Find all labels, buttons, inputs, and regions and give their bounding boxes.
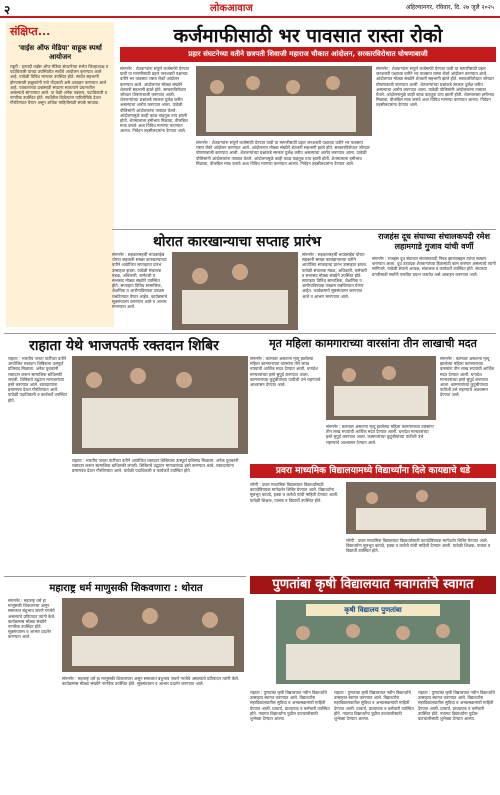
page-number: २ (4, 3, 11, 17)
sidebar-headline: 'वाईस ऑफ मेडिया' वाहूक स्पर्धा आयोजन (18, 44, 102, 61)
divider (4, 333, 496, 334)
edition-date: अहिल्यानगर, रविवार, दि. २७ जुलै २०२५ (405, 4, 494, 11)
article8-body-right: राहाता : पुणतांबा कृषी विद्यालयात नवीन विद्यार्थ्यांचे उत्साहात स्वागत करण्यात आले. विद्यार्थ्यांना महाविद्यालयातील सुविधा व अभ्यासक्रमाची माहिती देण्यात आली. प्राचार्य, प्राध्यापक व कर्मचारी उपस्थित होते. नवागत विद्यार्थ्यांना पुढील वाटचालीसाठी शुभेच्छा देण्यात आल्या. (418, 690, 495, 722)
masthead: लोकआवाज (210, 3, 253, 14)
divider (112, 229, 496, 230)
article5-body: संगमनेर : कामावर असताना मृत्यू झालेल्या महिला कामगाराच्या वारसांना तीन लाख रुपयांची आर्थिक मदत देण्यात आली. धनादेश मान्यवरांच्या हस्ते सुपूर्द करण्यात आला. कामगारांच्या कुटुंबीयांच्या पाठीशी उभे राहण्याचे आश्वासन देण्यात आले. (250, 356, 321, 388)
article8-body-cont: राहाता : पुणतांबा कृषी विद्यालयात नवीन विद्यार्थ्यांचे उत्साहात स्वागत करण्यात आले. विद्यार्थ्यांना महाविद्यालयातील सुविधा व अभ्यासक्रमाची माहिती देण्यात आली. प्राचार्य, प्राध्यापक व कर्मचारी उपस्थित होते. नवागत विद्यार्थ्यांना पुढील वाटचालीसाठी शुभेच्छा देण्यात आल्या. (334, 690, 414, 722)
article3-body: संगमनेर : राजहंस दूध संघाच्या संचालकपदी निवड झाल्याबद्दल त्यांचा सत्कार करण्यात आला. दूध उत्पादक शेतकऱ्यांच्या हितासाठी काम करणार असल्याचे त्यांनी सांगितले. यावेळी संघाचे अध्यक्ष, संचालक व कार्यकर्ते उपस्थित होते. संघाच्या प्रगतीसाठी सर्वांनी एकत्रित प्रयत्न करावेत असे आवाहन करण्यात आले. (372, 256, 496, 277)
article5-body-right: संगमनेर : कामावर असताना मृत्यू झालेल्या महिला कामगाराच्या वारसांना तीन लाख रुपयांची आर्थिक मदत देण्यात आली. धनादेश मान्यवरांच्या हस्ते सुपूर्द करण्यात आला. कामगारांच्या कुटुंबीयांच्या पाठीशी उभे राहण्याचे आश्वासन देण्यात आले. (440, 356, 495, 398)
article6-body-cont: लोणी : प्रवरा माध्यमिक विद्यालयात विद्यार्थ्यांसाठी कायदेविषयक मार्गदर्शन शिबिर घेण्यात आले. विद्यार्थ्यांना मूलभूत कायदे, हक्क व कर्तव्ये यांची माहिती देण्यात आली. यावेळी शिक्षक, पालक व विद्यार्थी उपस्थित होते. (346, 538, 491, 554)
article4-headline: राहाता येथे भाजपतर्फे रक्तदान शिबिर (29, 338, 219, 354)
article7-body: संगमनेर : महाराष्ट्र धर्म हा माणुसकी शिकवणारा असून समाजात बंधुभाव जपणे गरजेचे असल्याचे प्रतिपादन त्यांनी केले. कार्यक्रमास मोठ्या संख्येने नागरिक उपस्थित होते. सूत्रसंचालन व आभार प्रदर्शन करण्यात आले. (8, 598, 56, 640)
article1-body: संगमनेर : शेतकऱ्यांना संपूर्ण कर्जमाफी देण्यात यावी या मागणीसाठी प्रहार जनशक्ती पक्षाच्या वतीने भर पावसात रास्ता रोको आंदोलन करण्यात आले. आंदोलनात मोठ्या संख्येने शेतकरी सहभागी झाले होते. सरकारविरोधात जोरदार घोषणाबाजी करण्यात आली. शेतकऱ्यांच्या प्रश्नांकडे सरकार दुर्लक्ष करीत असल्याचा आरोप करण्यात आला. यावेळी पोलिसांनी आंदोलकांना ताब्यात घेतले. आंदोलनामुळे काही काळ वाहतूक ठप्प झाली होती. शेतमालाला हमीभाव मिळावा, वीजबिल माफ करावे अशा विविध मागण्या करण्यात आल्या. निवेदन तहसीलदारांना देण्यात आले. (120, 66, 190, 134)
blood-donation-photo (72, 356, 248, 454)
sidebar-body: राहुरी : इत्यादी वाईस ऑफ मेडिया संघटनेच्या सभेत जिल्हाध्यक्ष व पदाधिकारी यांच्या उपस्थितीत स्पर्धेचे आयोजन करण्यात आले आहे. यावेळी विविध मान्यवर उपस्थित होते. स्पर्धेत सहभागी होण्यासाठी इच्छुकांनी नावे नोंदवावी असे आवाहन करण्यात आले आहे. पत्रकारांच्या प्रश्नांसाठी संघटना सातत्याने प्रयत्नशील असल्याचे सांगण्यात आले. या वेळी अनेक पत्रकार, पदाधिकारी व नागरिक उपस्थित होते. स्पर्धेतील विजेत्यांना पारितोषिके देऊन गौरविण्यात येणार असून अधिक माहितीसाठी संपर्क साधावा. (10, 64, 109, 106)
sidebar-title: संक्षिप्त... (10, 25, 51, 38)
article7-headline: महाराष्ट्र धर्म माणुसकी शिकवणारा : थोरात (49, 583, 203, 594)
divider (4, 576, 246, 577)
article8-headline: पुणतांबा कृषी विद्यालयात नवागतांचे स्वागत (250, 576, 496, 594)
article7-body-cont: संगमनेर : महाराष्ट्र धर्म हा माणुसकी शिकवणारा असून समाजात बंधुभाव जपणे गरजेचे असल्याचे प्रतिपादन त्यांनी केले. कार्यक्रमास मोठ्या संख्येने नागरिक उपस्थित होते. सूत्रसंचालन व आभार प्रदर्शन करण्यात आले. (62, 676, 240, 687)
article6-headline: प्रवरा माध्यमिक विद्यालयामध्ये विद्यार्थ्यांना दिले कायद्याचे धडे (250, 464, 496, 478)
protest-photo (196, 66, 372, 136)
agri-college-photo (276, 600, 470, 684)
factory-photo (172, 252, 298, 330)
article3-headline: राजहंस दूध संघाच्या संचालकपदी रमेश लहामगाडे गुजाव यांची वर्णी (378, 232, 490, 251)
school-photo (346, 482, 496, 534)
article2-headline: थोरात कारखान्याचा सप्ताह प्रारंभ (152, 234, 322, 250)
article1-headline: कर्जमाफीसाठी भर पावसात रास्ता रोको (173, 25, 443, 47)
aid-photo (326, 356, 436, 420)
sidebar-brief (6, 22, 114, 327)
article4-body: राहाता : भारतीय जनता पार्टीच्या वतीने आयोजित रक्तदान शिबिराला उत्स्फूर्त प्रतिसाद मिळाला. अनेक युवकांनी रक्तदान करून सामाजिक बांधिलकी जपली. शिबिराचे उद्घाटन मान्यवरांच्या हस्ते करण्यात आले. रक्तदात्यांना प्रमाणपत्र देऊन गौरविण्यात आले. यावेळी पदाधिकारी व कार्यकर्ते उपस्थित होते. (8, 356, 67, 403)
article5-headline: मृत महिला कामगाराच्या वारसांना तीन लाखाची मदत (269, 337, 477, 350)
article1-body-right: संगमनेर : शेतकऱ्यांना संपूर्ण कर्जमाफी देण्यात यावी या मागणीसाठी प्रहार जनशक्ती पक्षाच्या वतीने भर पावसात रास्ता रोको आंदोलन करण्यात आले. आंदोलनात मोठ्या संख्येने शेतकरी सहभागी झाले होते. सरकारविरोधात जोरदार घोषणाबाजी करण्यात आली. शेतकऱ्यांच्या प्रश्नांकडे सरकार दुर्लक्ष करीत असल्याचा आरोप करण्यात आला. यावेळी पोलिसांनी आंदोलकांना ताब्यात घेतले. आंदोलनामुळे काही काळ वाहतूक ठप्प झाली होती. शेतमालाला हमीभाव मिळावा, वीजबिल माफ करावे अशा विविध मागण्या करण्यात आल्या. निवेदन तहसीलदारांना देण्यात आले. (376, 66, 495, 108)
article6-body: लोणी : प्रवरा माध्यमिक विद्यालयात विद्यार्थ्यांसाठी कायदेविषयक मार्गदर्शन शिबिर घेण्यात आले. विद्यार्थ्यांना मूलभूत कायदे, हक्क व कर्तव्ये यांची माहिती देण्यात आली. यावेळी शिक्षक, पालक व विद्यार्थी उपस्थित होते. (250, 482, 339, 503)
banner: कृषी विद्यालय पुणतांबा (306, 604, 440, 616)
article1-body-cont: संगमनेर : शेतकऱ्यांना संपूर्ण कर्जमाफी देण्यात यावी या मागणीसाठी प्रहार जनशक्ती पक्षाच्या वतीने भर पावसात रास्ता रोको आंदोलन करण्यात आले. आंदोलनात मोठ्या संख्येने शेतकरी सहभागी झाले होते. सरकारविरोधात जोरदार घोषणाबाजी करण्यात आली. शेतकऱ्यांच्या प्रश्नांकडे सरकार दुर्लक्ष करीत असल्याचा आरोप करण्यात आला. यावेळी पोलिसांनी आंदोलकांना ताब्यात घेतले. आंदोलनामुळे काही काळ वाहतूक ठप्प झाली होती. शेतमालाला हमीभाव मिळावा, वीजबिल माफ करावे अशा विविध मागण्या करण्यात आल्या. निवेदन तहसीलदारांना देण्यात आले. (196, 140, 370, 166)
article4-body-cont: राहाता : भारतीय जनता पार्टीच्या वतीने आयोजित रक्तदान शिबिराला उत्स्फूर्त प्रतिसाद मिळाला. अनेक युवकांनी रक्तदान करून सामाजिक बांधिलकी जपली. शिबिराचे उद्घाटन मान्यवरांच्या हस्ते करण्यात आले. रक्तदात्यांना प्रमाणपत्र देऊन गौरविण्यात आले. यावेळी पदाधिकारी व कार्यकर्ते उपस्थित होते. (72, 458, 239, 474)
article2-body: संगमनेर : सहकारमहर्षी भाऊसाहेब थोरात सहकारी साखर कारखान्याच्या वतीने आयोजित सप्ताहाचा प्रारंभ उत्साहात झाला. यावेळी संचालक मंडळ, अधिकारी, कर्मचारी व सभासद मोठ्या संख्येने उपस्थित होते. सप्ताहात विविध सामाजिक, शैक्षणिक व आरोग्यविषयक उपक्रम राबविण्यात येणार आहेत. कार्यक्रमाचे सूत्रसंचालन करण्यात आले व आभार मानण्यात आले. (112, 252, 168, 310)
thorat-photo (62, 598, 244, 672)
article1-subheadline: प्रहार संघटनेच्या वतीने छत्रपती शिवाजी महाराज चौकात आंदोलन, सरकारविरोधात घोषणाबाजी (120, 47, 496, 62)
article2-body-cont: संगमनेर : सहकारमहर्षी भाऊसाहेब थोरात सहकारी साखर कारखान्याच्या वतीने आयोजित सप्ताहाचा प्रारंभ उत्साहात झाला. यावेळी संचालक मंडळ, अधिकारी, कर्मचारी व सभासद मोठ्या संख्येने उपस्थित होते. सप्ताहात विविध सामाजिक, शैक्षणिक व आरोग्यविषयक उपक्रम राबविण्यात येणार आहेत. कार्यक्रमाचे सूत्रसंचालन करण्यात आले व आभार मानण्यात आले. (302, 252, 368, 299)
article5-body-cont: संगमनेर : कामावर असताना मृत्यू झालेल्या महिला कामगाराच्या वारसांना तीन लाख रुपयांची आर्थिक मदत देण्यात आली. धनादेश मान्यवरांच्या हस्ते सुपूर्द करण्यात आला. कामगारांच्या कुटुंबीयांच्या पाठीशी उभे राहण्याचे आश्वासन देण्यात आले. (326, 424, 434, 445)
page-header (0, 0, 500, 18)
article8-body: राहाता : पुणतांबा कृषी विद्यालयात नवीन विद्यार्थ्यांचे उत्साहात स्वागत करण्यात आले. विद्यार्थ्यांना महाविद्यालयातील सुविधा व अभ्यासक्रमाची माहिती देण्यात आली. प्राचार्य, प्राध्यापक व कर्मचारी उपस्थित होते. नवागत विद्यार्थ्यांना पुढील वाटचालीसाठी शुभेच्छा देण्यात आल्या. (250, 690, 330, 722)
